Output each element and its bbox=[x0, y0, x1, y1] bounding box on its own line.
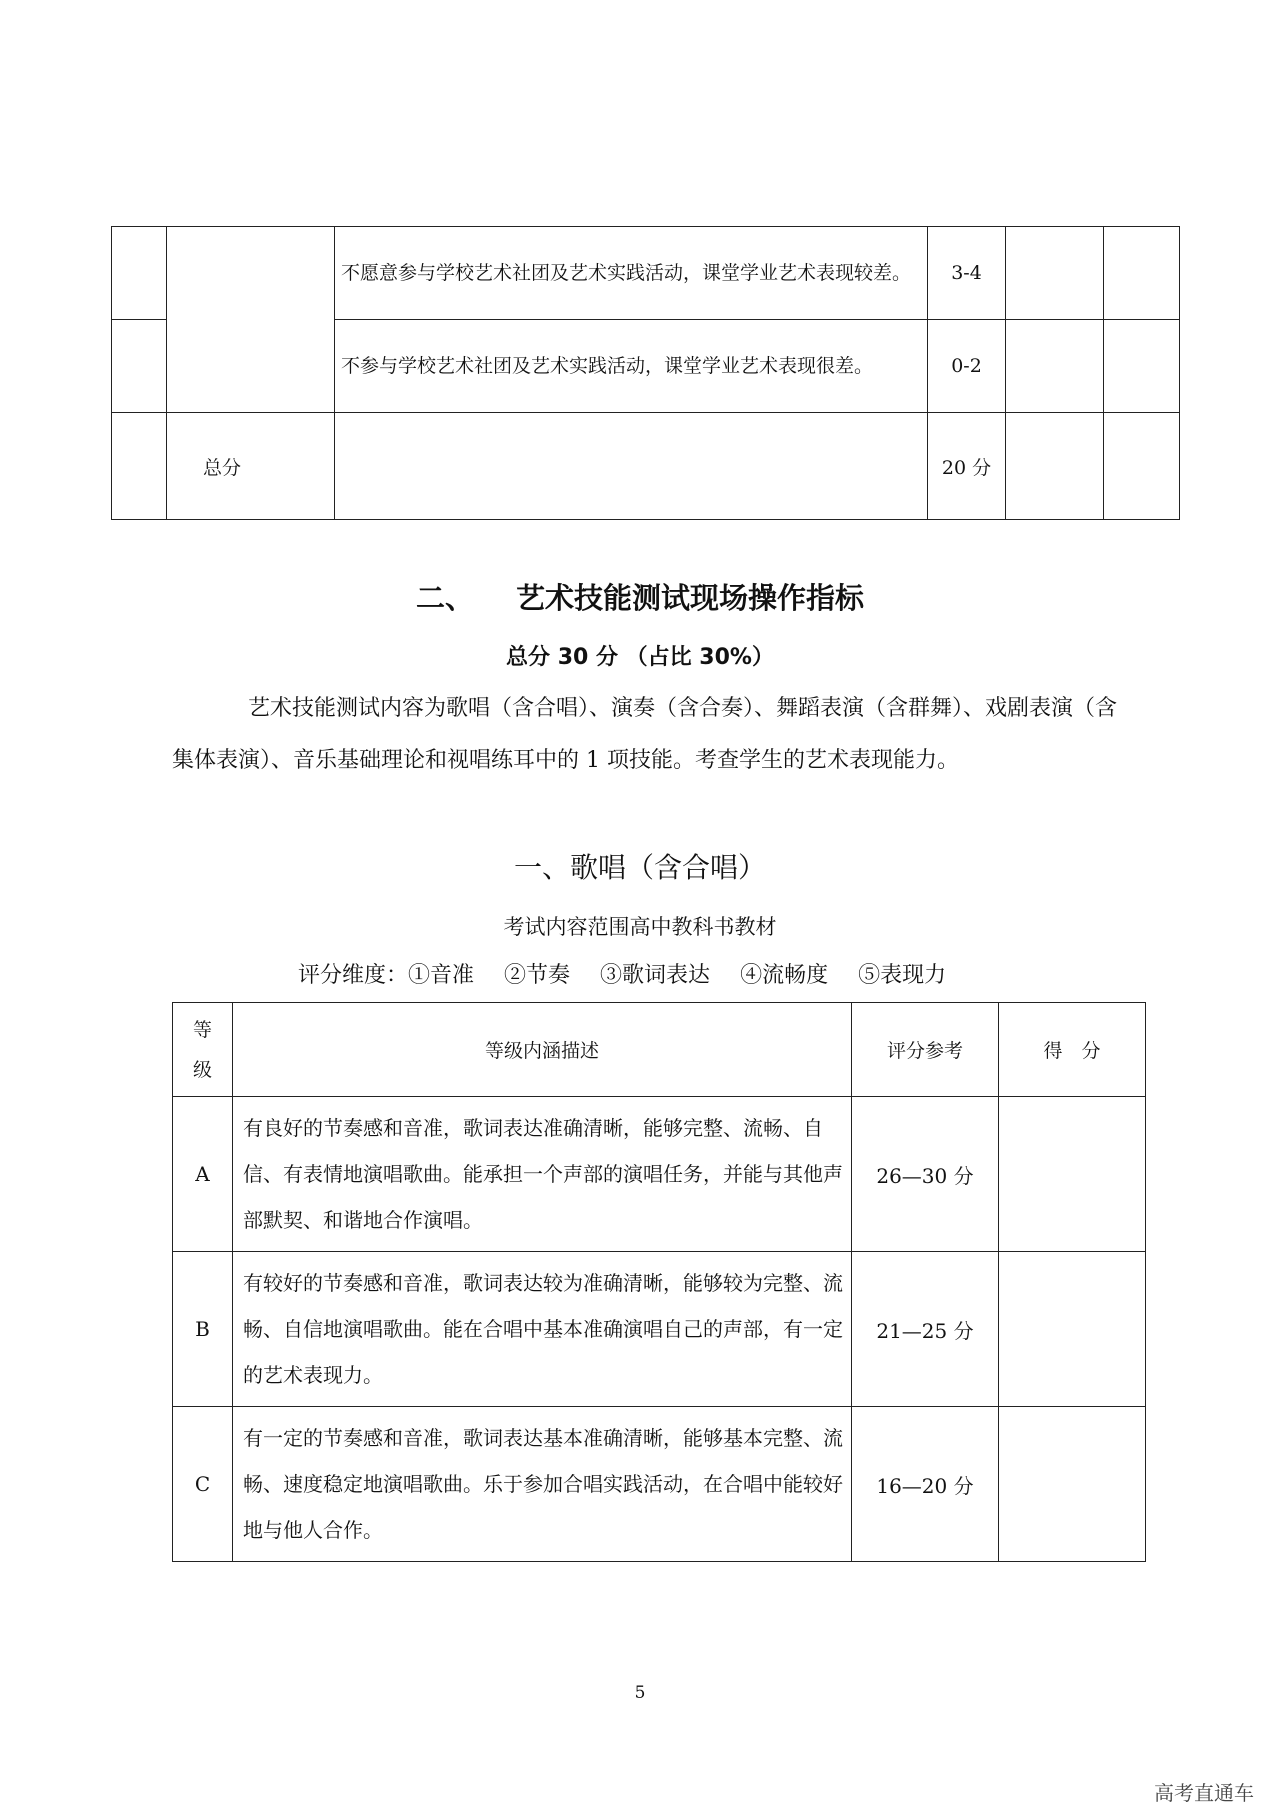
section-title: 艺术技能测试现场操作指标 bbox=[516, 581, 865, 615]
section-total: 总分 30 分 （占比 30%） bbox=[506, 645, 774, 670]
grade-ref: 21—25 分 bbox=[852, 1252, 999, 1407]
grade-ref: 16—20 分 bbox=[852, 1407, 999, 1562]
dimension-item: ②节奏 bbox=[504, 963, 571, 988]
criteria-desc: 不愿意参与学校艺术社团及艺术实践活动，课堂学业艺术表现较差。 bbox=[335, 227, 928, 320]
score-range: 0-2 bbox=[928, 320, 1006, 413]
criteria-desc: 不参与学校艺术社团及艺术实践活动，课堂学业艺术表现很差。 bbox=[335, 320, 928, 413]
exam-scope: 考试内容范围高中教科书教材 bbox=[503, 915, 777, 939]
dimension-item: ④流畅度 bbox=[740, 963, 829, 988]
grade-desc: 有较好的节奏感和音准，歌词表达较为准确清晰，能够较为完整、流畅、自信地演唱歌曲。能在合唱中基本准确演唱自己的声部，有一定的艺术表现力。 bbox=[233, 1252, 852, 1407]
grade-ref: 26—30 分 bbox=[852, 1097, 999, 1252]
score-range: 3-4 bbox=[928, 227, 1006, 320]
table-row bbox=[173, 1252, 1146, 1407]
grade-level: A bbox=[173, 1097, 233, 1252]
watermark-text: 高考直通车 bbox=[1154, 1781, 1254, 1805]
grade-score-cell bbox=[999, 1407, 1146, 1562]
header-ref: 评分参考 bbox=[852, 1003, 999, 1097]
dimension-item: ③歌词表达 bbox=[600, 963, 711, 988]
header-score: 得 分 bbox=[999, 1003, 1146, 1097]
dimension-item: ①音准 bbox=[408, 963, 475, 988]
scoring-dimensions bbox=[298, 958, 976, 989]
grade-level: B bbox=[173, 1252, 233, 1407]
grade-score-cell bbox=[999, 1097, 1146, 1252]
page-number: 5 bbox=[634, 1683, 646, 1703]
grade-level: C bbox=[173, 1407, 233, 1562]
total-row bbox=[112, 413, 1180, 520]
grade-desc: 有一定的节奏感和音准，歌词表达基本准确清晰，能够基本完整、流畅、速度稳定地演唱歌曲。乐于参加合唱实践活动，在合唱中能较好地与他人合作。 bbox=[233, 1407, 852, 1562]
header-level: 等 级 bbox=[173, 1003, 233, 1097]
total-score: 20 分 bbox=[928, 413, 1006, 520]
grade-desc: 有良好的节奏感和音准，歌词表达准确清晰，能够完整、流畅、自信、有表情地演唱歌曲。能承担一个声部的演唱任务，并能与其他声部默契、和谐地合作演唱。 bbox=[233, 1097, 852, 1252]
header-desc: 等级内涵描述 bbox=[233, 1003, 852, 1097]
singing-heading: 一、歌唱（含合唱） bbox=[513, 851, 766, 884]
table-header-row bbox=[173, 1003, 1146, 1097]
table-row bbox=[112, 227, 1180, 320]
grade-score-cell bbox=[999, 1252, 1146, 1407]
total-label: 总分 bbox=[167, 413, 335, 520]
section-number: 二、 bbox=[415, 581, 474, 615]
intro-paragraph: 艺术技能测试内容为歌唱（含合唱）、演奏（含合奏）、舞蹈表演（含群舞）、戏剧表演（含集体表演）、音乐基础理论和视唱练耳中的 1 项技能。考查学生的艺术表现能力。 bbox=[172, 696, 1118, 773]
section-heading bbox=[0, 576, 1280, 617]
evaluation-table-continued bbox=[111, 226, 1180, 520]
table-row bbox=[173, 1097, 1146, 1252]
dimensions-label: 评分维度： bbox=[298, 963, 409, 988]
table-row bbox=[173, 1407, 1146, 1562]
singing-grade-table bbox=[172, 1002, 1146, 1562]
dimension-item: ⑤表现力 bbox=[858, 963, 947, 988]
